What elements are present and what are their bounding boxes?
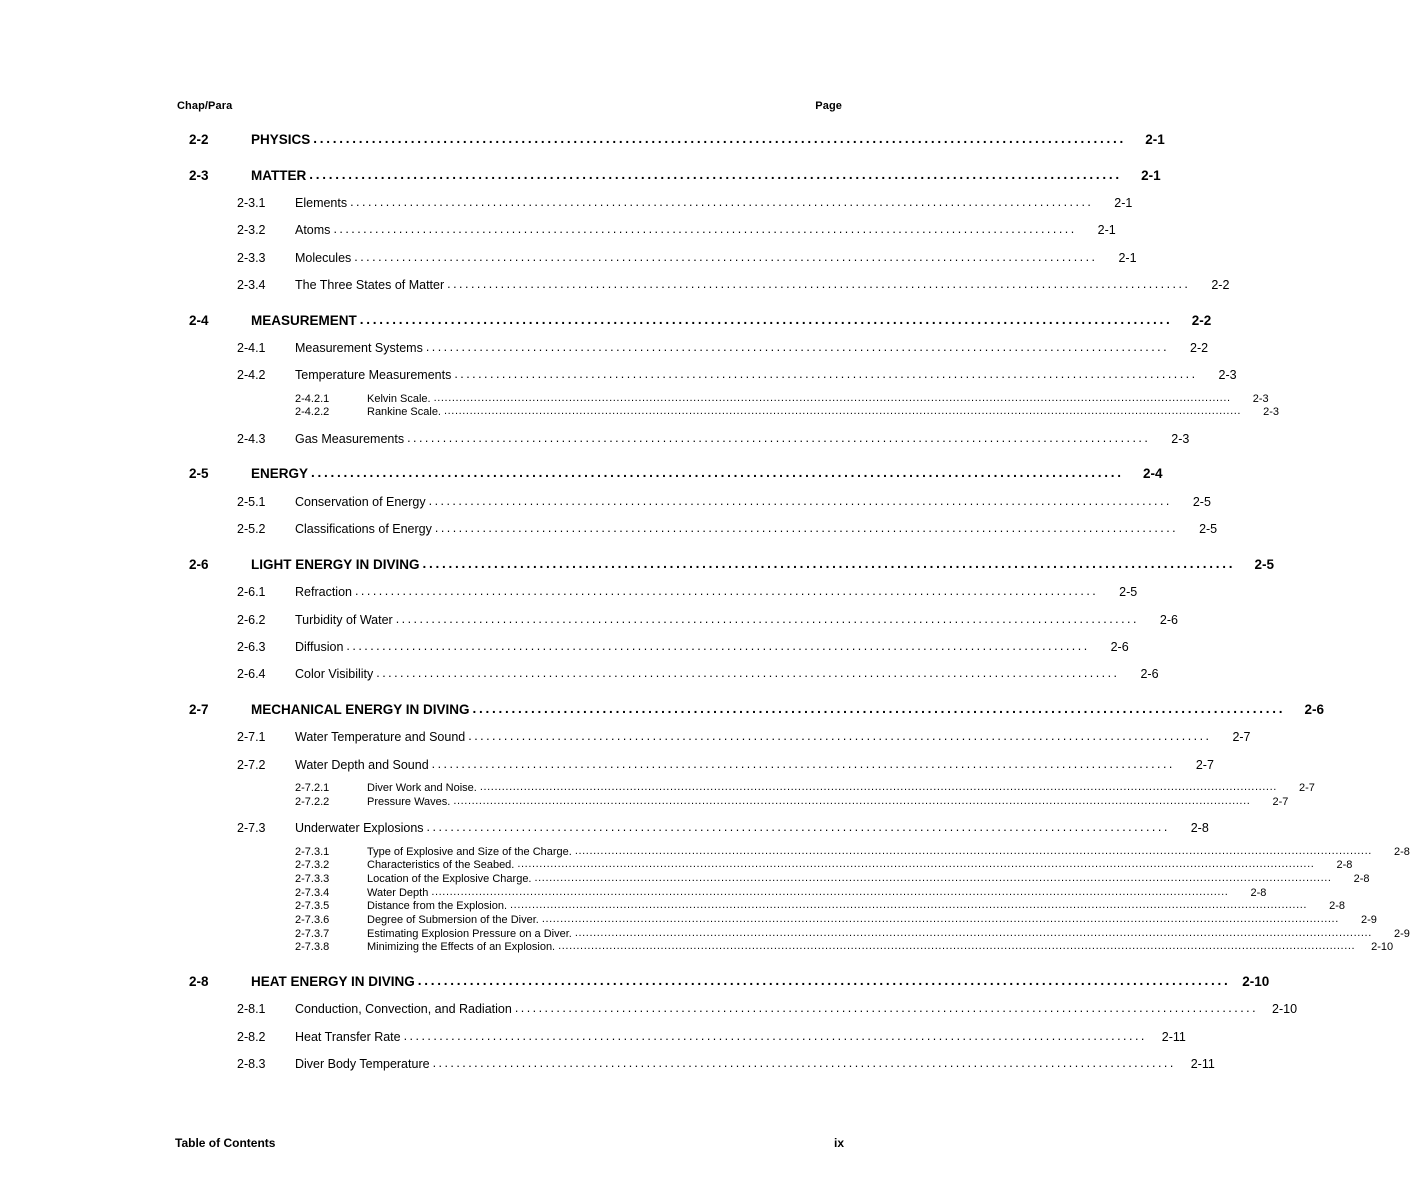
toc-entry-page: 2-4	[1142, 466, 1163, 482]
footer-page-number: ix	[833, 1136, 844, 1150]
toc-entry-page: 2-8	[1353, 872, 1370, 885]
toc-entry-page: 2-1	[1114, 196, 1133, 211]
toc-entry-page: 2-11	[1161, 1029, 1186, 1044]
toc-entry-page: 2-5	[1119, 585, 1138, 600]
toc-entry-number: 2-8.2	[237, 1029, 266, 1044]
toc-entry-number: 2-7	[189, 701, 209, 717]
toc-entry-page: 2-2	[1211, 278, 1230, 293]
toc-entry[interactable]	[175, 585, 1138, 600]
toc-leader-dots	[355, 584, 1095, 598]
toc-leader-dots	[453, 795, 1250, 808]
toc-entry[interactable]	[175, 872, 1370, 886]
toc-leader-dots	[313, 131, 1122, 147]
toc-entry[interactable]	[175, 1057, 1215, 1072]
toc-leader-dots	[468, 729, 1208, 743]
toc-leader-dots	[404, 1029, 1144, 1043]
toc-entry-page: 2-8	[1329, 900, 1346, 913]
toc-leader-dots	[575, 845, 1372, 858]
toc-leader-dots	[510, 899, 1307, 912]
toc-entry[interactable]	[175, 701, 1324, 718]
toc-leader-dots	[407, 431, 1147, 445]
toc-leader-dots	[447, 277, 1187, 291]
toc-entry-number: 2-8.1	[237, 1002, 266, 1017]
toc-leader-dots	[311, 465, 1120, 481]
toc-entry-title: Kelvin Scale.	[367, 392, 431, 405]
toc-entry-number: 2-3.4	[237, 278, 266, 293]
toc-entry-number: 2-5	[189, 466, 209, 482]
toc-entry-page: 2-2	[1191, 312, 1212, 328]
toc-entry[interactable]	[175, 368, 1237, 383]
toc-leader-dots	[517, 858, 1314, 871]
toc-entry-title: Conduction, Convection, and Radiation	[295, 1002, 512, 1017]
toc-entry[interactable]	[175, 196, 1133, 211]
toc-entry-number: 2-6	[189, 556, 209, 572]
toc-entry-page: 2-1	[1145, 132, 1165, 147]
toc-entry-title: Pressure Waves.	[367, 795, 451, 808]
toc-entry-page: 2-8	[1250, 886, 1267, 899]
toc-leader-dots	[431, 886, 1228, 899]
toc-entry[interactable]	[175, 1029, 1186, 1044]
toc-entry-number: 2-3.3	[237, 250, 266, 265]
toc-entry-title: MATTER	[251, 167, 307, 183]
toc-entry-number: 2-7.3.6	[295, 913, 330, 926]
toc-entry[interactable]	[175, 312, 1212, 329]
toc-leader-dots	[444, 405, 1241, 418]
toc-entry-number: 2-3.1	[237, 196, 266, 211]
toc-entry-title: MECHANICAL ENERGY IN DIVING	[251, 701, 470, 717]
footer-title: Table of Contents	[175, 1136, 276, 1150]
toc-entry-title: Location of the Explosive Charge.	[367, 872, 532, 885]
toc-entry-page: 2-10	[1242, 973, 1270, 989]
toc-entry-title: PHYSICS	[251, 132, 311, 147]
toc-entry-number: 2-7.2.2	[295, 795, 330, 808]
toc-entry[interactable]	[175, 556, 1274, 573]
toc-leader-dots	[434, 392, 1231, 405]
toc-entry-number: 2-3.2	[237, 223, 266, 238]
toc-entry[interactable]	[175, 795, 1289, 809]
toc-entry-title: Refraction	[295, 585, 352, 600]
toc-entry-number: 2-6.4	[237, 667, 266, 682]
toc-entry-page: 2-10	[1272, 1002, 1298, 1017]
toc-entry-page: 2-3	[1171, 432, 1190, 447]
toc-entry-title: Classifications of Energy	[295, 522, 432, 537]
toc-leader-dots	[427, 820, 1167, 834]
toc-entry-title: The Three States of Matter	[295, 278, 445, 293]
toc-entry-page: 2-2	[1190, 341, 1209, 356]
toc-entry[interactable]	[175, 730, 1251, 745]
toc-entry-title: Elements	[295, 196, 348, 211]
toc-entry-number: 2-2	[189, 132, 209, 147]
toc-entry[interactable]	[175, 341, 1209, 356]
toc-entry-page: 2-9	[1360, 913, 1377, 926]
toc-entry-title: Measurement Systems	[295, 341, 423, 356]
toc-entry-title: ENERGY	[251, 466, 309, 482]
toc-entry-title: Characteristics of the Seabed.	[367, 859, 515, 872]
toc-entry-page: 2-6	[1159, 612, 1178, 627]
toc-entry-number: 2-6.2	[237, 612, 266, 627]
toc-entry-page: 2-11	[1190, 1057, 1215, 1072]
toc-leader-dots	[473, 701, 1282, 717]
toc-entry-title: Turbidity of Water	[295, 612, 393, 627]
toc-entry-page: 2-7	[1298, 782, 1315, 794]
toc-entry-page: 2-5	[1254, 556, 1274, 572]
toc-entry-title: Molecules	[295, 250, 352, 265]
toc-entry-title: Type of Explosive and Size of the Charge.	[367, 845, 572, 858]
toc-entry-page: 2-5	[1199, 522, 1218, 537]
toc-entry-number: 2-6.1	[237, 585, 266, 600]
toc-entry-title: Underwater Explosions	[295, 821, 424, 836]
toc-leader-dots	[433, 1056, 1173, 1070]
toc-entry-number: 2-7.3	[237, 821, 266, 836]
toc-entry-page: 2-8	[1190, 821, 1209, 836]
toc-leader-dots	[418, 973, 1227, 989]
toc-leader-dots	[350, 195, 1090, 209]
toc-column-headers	[175, 100, 844, 112]
toc-entry-title: Water Temperature and Sound	[295, 730, 466, 745]
page-header: Page	[815, 100, 842, 112]
toc-entry-number: 2-8.3	[237, 1057, 266, 1072]
toc-entry-number: 2-7.3.3	[295, 872, 330, 885]
toc-entry-number: 2-7.3.1	[295, 845, 330, 858]
toc-entry-title: Diffusion	[295, 639, 344, 654]
toc-entry-number: 2-7.2.1	[295, 782, 330, 794]
toc-entry-page: 2-1	[1118, 250, 1137, 265]
toc-entry-page: 2-1	[1097, 223, 1116, 238]
toc-entry[interactable]	[175, 392, 1269, 406]
toc-entry-number: 2-8	[189, 973, 209, 989]
toc-entry-page: 2-7	[1272, 795, 1289, 808]
toc-leader-dots	[435, 521, 1175, 535]
toc-entry-title: Color Visibility	[295, 667, 374, 682]
toc-entry[interactable]	[175, 782, 1315, 795]
toc-entry[interactable]	[175, 757, 1214, 772]
toc-entry-title: Atoms	[295, 223, 331, 238]
toc-entry-title: Rankine Scale.	[367, 406, 441, 419]
toc-entry-title: Temperature Measurements	[295, 368, 452, 383]
toc-entry[interactable]	[175, 223, 1116, 238]
chap-para-header: Chap/Para	[177, 100, 233, 112]
toc-entry[interactable]	[175, 432, 1190, 447]
toc-entry[interactable]	[175, 900, 1346, 913]
toc-entry-title: Water Depth	[367, 886, 429, 899]
toc-entry-title: LIGHT ENERGY IN DIVING	[251, 556, 420, 572]
toc-entry-number: 2-7.2	[237, 757, 266, 772]
toc-entry[interactable]	[175, 639, 1129, 654]
toc-entry[interactable]	[175, 250, 1137, 265]
toc-entry-title: Gas Measurements	[295, 432, 405, 447]
toc-entry-page: 2-10	[1371, 941, 1394, 954]
toc-entry-number: 2-6.3	[237, 639, 266, 654]
toc-entry[interactable]	[175, 913, 1377, 927]
toc-entry-number: 2-4.2	[237, 368, 266, 383]
toc-leader-dots	[454, 367, 1194, 381]
toc-entry[interactable]	[175, 927, 1410, 941]
toc-entry-title: Distance from the Explosion.	[367, 900, 508, 913]
toc-leader-dots	[515, 1001, 1255, 1015]
toc-entry-title: Degree of Submersion of the Diver.	[367, 913, 539, 926]
toc-entry[interactable]	[175, 845, 1410, 859]
toc-entry-title: Heat Transfer Rate	[295, 1029, 401, 1044]
toc-entry-number: 2-7.3.5	[295, 900, 330, 913]
toc-entry-page: 2-8	[1393, 845, 1410, 858]
toc-entry-title: Minimizing the Effects of an Explosion.	[367, 941, 556, 954]
toc-leader-dots	[309, 167, 1118, 183]
toc-leader-dots	[558, 940, 1355, 953]
toc-entry-page: 2-6	[1304, 701, 1324, 717]
toc-leader-dots	[480, 781, 1277, 794]
toc-entry[interactable]	[175, 667, 1159, 682]
toc-entry-number: 2-4	[189, 312, 209, 328]
toc-entry-page: 2-9	[1393, 927, 1410, 940]
toc-entry-number: 2-7.3.8	[295, 941, 330, 954]
toc-entry-page: 2-3	[1252, 392, 1269, 405]
toc-entry-title: Diver Body Temperature	[295, 1057, 430, 1072]
toc-entry[interactable]	[175, 612, 1178, 627]
toc-entry[interactable]	[175, 132, 1165, 148]
toc-leader-dots	[396, 612, 1136, 626]
toc-leader-dots	[429, 494, 1169, 508]
toc-leader-dots	[346, 639, 1086, 653]
toc-entry-title: MEASUREMENT	[251, 312, 357, 328]
toc-entry[interactable]	[175, 406, 1280, 419]
toc-leader-dots	[423, 556, 1232, 572]
toc-leader-dots	[432, 757, 1172, 771]
toc-entry[interactable]	[175, 522, 1218, 537]
toc-entry[interactable]	[175, 859, 1353, 872]
toc-leader-dots	[426, 340, 1166, 354]
toc-entry-number: 2-4.1	[237, 341, 266, 356]
toc-entry[interactable]	[175, 941, 1394, 954]
toc-entry-page: 2-1	[1141, 167, 1161, 183]
toc-leader-dots	[535, 872, 1332, 885]
toc-entry-number: 2-7.1	[237, 730, 266, 745]
toc-leader-dots	[575, 927, 1372, 940]
toc-entry-title: Estimating Explosion Pressure on a Diver.	[367, 927, 572, 940]
toc-entry-number: 2-4.3	[237, 432, 266, 447]
toc-entry-list	[175, 132, 1410, 1072]
toc-leader-dots	[542, 913, 1339, 926]
toc-entry-number: 2-7.3.2	[295, 859, 330, 872]
toc-entry[interactable]	[175, 466, 1163, 482]
toc-entry-page: 2-7	[1232, 730, 1251, 745]
toc-entry-title: Conservation of Energy	[295, 494, 426, 509]
toc-entry-number: 2-4.2.2	[295, 406, 330, 419]
toc-entry[interactable]	[175, 494, 1211, 509]
toc-entry-page: 2-5	[1192, 494, 1211, 509]
toc-entry[interactable]	[175, 278, 1230, 293]
toc-entry-page: 2-6	[1140, 667, 1159, 682]
toc-entry-title: Diver Work and Noise.	[367, 782, 477, 794]
toc-leader-dots	[376, 666, 1116, 680]
toc-leader-dots	[333, 222, 1073, 236]
toc-entry-page: 2-8	[1336, 859, 1353, 872]
toc-entry-number: 2-5.2	[237, 522, 266, 537]
toc-entry[interactable]	[175, 886, 1267, 900]
toc-entry-number: 2-7.3.4	[295, 886, 330, 899]
toc-entry-number: 2-7.3.7	[295, 927, 330, 940]
toc-entry-number: 2-3	[189, 167, 209, 183]
page-footer	[175, 1136, 844, 1150]
toc-entry[interactable]	[175, 1002, 1298, 1017]
toc-entry-title: HEAT ENERGY IN DIVING	[251, 973, 415, 989]
toc-entry-page: 2-6	[1110, 639, 1129, 654]
toc-entry[interactable]	[175, 973, 1270, 990]
toc-leader-dots	[360, 312, 1169, 328]
toc-entry-title: Water Depth and Sound	[295, 757, 429, 772]
toc-leader-dots	[354, 250, 1094, 264]
toc-entry[interactable]	[175, 167, 1161, 184]
toc-entry-page: 2-7	[1195, 757, 1214, 772]
toc-entry-number: 2-5.1	[237, 494, 266, 509]
toc-entry-page: 2-3	[1263, 406, 1280, 419]
toc-entry-number: 2-4.2.1	[295, 392, 330, 405]
toc-entry[interactable]	[175, 821, 1209, 836]
toc-entry-page: 2-3	[1218, 368, 1237, 383]
